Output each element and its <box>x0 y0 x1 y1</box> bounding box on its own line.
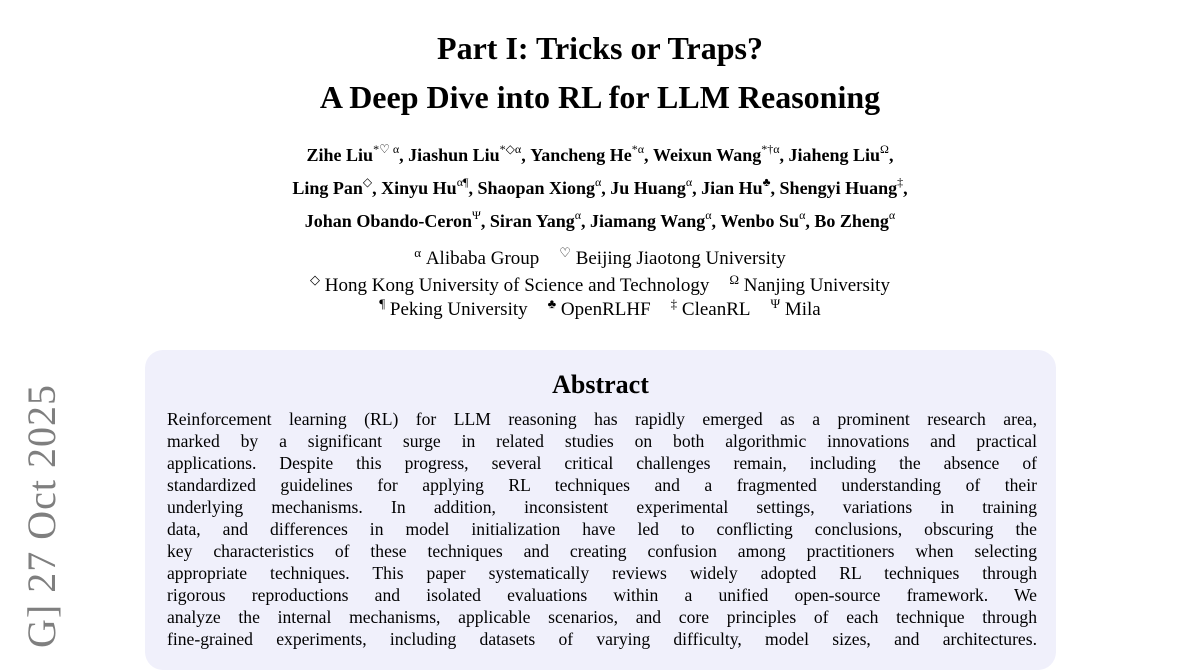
arxiv-stamp: G] 27 Oct 2025 <box>19 384 64 648</box>
author-affiliation-marker: α <box>799 208 806 222</box>
author-affiliation-marker: Ω <box>880 142 889 156</box>
affiliation-line-1 <box>0 245 1200 270</box>
abstract-line: key characteristics of these techniques and creating confusion among practitioners when selecting <box>167 541 1037 561</box>
affiliation-symbol: ¶ <box>379 296 386 311</box>
author-separator: , <box>903 178 908 198</box>
abstract-line: Reinforcement learning (RL) for LLM reasoning has rapidly emerged as a prominent research area, <box>167 409 1037 429</box>
paper-title-line-1: Part I: Tricks or Traps? <box>437 30 763 66</box>
author-name: Jiamang Wang <box>590 211 706 231</box>
abstract-text <box>167 408 1037 650</box>
author-name: Wenbo Su <box>720 211 800 231</box>
author-affiliation-marker: *α <box>631 142 644 156</box>
affiliation-symbol: α <box>414 245 422 260</box>
author-separator: , <box>779 145 789 165</box>
affiliation-name: OpenRLHF <box>556 299 651 320</box>
author-line-1 <box>0 142 1200 166</box>
affiliation-name: Hong Kong University of Science and Technology <box>320 275 710 296</box>
affiliation-symbol: Ω <box>729 272 740 287</box>
abstract-line: data, and differences in model initialization have led to conflicting conclusions, obscuring the <box>167 519 1037 539</box>
author-name: Weixun Wang <box>653 145 762 165</box>
author-name: Bo Zheng <box>814 211 889 231</box>
abstract-line: fine-grained experiments, including datasets of varying difficulty, model sizes, and architectures. <box>167 629 1037 649</box>
author-affiliation-marker: *◇α <box>499 142 522 156</box>
author-name: Jiashun Liu <box>408 145 500 165</box>
author-affiliation-marker: α <box>595 175 602 189</box>
affiliation-line-2 <box>0 272 1200 297</box>
author-name: Xinyu Hu <box>381 178 457 198</box>
affiliation-symbol: ♣ <box>547 296 557 311</box>
abstract-line: analyze the internal mechanisms, applicable scenarios, and core principles of each technique through <box>167 607 1037 627</box>
author-separator: , <box>888 145 894 165</box>
abstract-line: rigorous reproductions and isolated evaluations within a unified open-source framework. We <box>167 585 1037 605</box>
abstract-line: appropriate techniques. This paper systematically reviews widely adopted RL techniques through <box>167 563 1037 583</box>
author-separator: , <box>692 178 702 198</box>
affiliation-symbol: ◇ <box>310 272 321 287</box>
author-affiliation-marker: α¶ <box>456 175 469 189</box>
author-affiliation-marker: ◇ <box>362 175 373 189</box>
author-affiliation-marker: ‡ <box>897 175 904 189</box>
author-separator: , <box>711 211 721 231</box>
author-separator: , <box>601 178 611 198</box>
author-name: Shengyi Huang <box>779 178 898 198</box>
author-line-3 <box>0 208 1200 232</box>
author-separator: , <box>644 145 653 165</box>
author-affiliation-marker: *♡ α <box>373 142 400 156</box>
author-affiliation-marker: α <box>705 208 712 222</box>
paper-title-line-2: A Deep Dive into RL for LLM Reasoning <box>319 79 881 115</box>
author-name: Yancheng He <box>530 145 632 165</box>
author-separator: , <box>521 145 531 165</box>
author-line-2 <box>0 175 1200 199</box>
author-name: Ju Huang <box>610 178 686 198</box>
affiliation-name: Beijing Jiaotong University <box>570 248 786 269</box>
abstract-heading: Abstract <box>552 370 649 399</box>
author-name: Jiaheng Liu <box>788 145 881 165</box>
author-affiliation-marker: ♣ <box>762 175 771 189</box>
abstract-line: underlying mechanisms. In addition, inconsistent experimental settings, variations in training <box>167 497 1037 517</box>
affiliation-symbol: Ψ <box>770 296 781 311</box>
author-name: Shaopan Xiong <box>477 178 595 198</box>
author-name: Johan Obando-Ceron <box>304 211 473 231</box>
author-name: Ling Pan <box>292 178 363 198</box>
affiliation-name: CleanRL <box>677 299 751 320</box>
author-affiliation-marker: α <box>574 208 582 222</box>
abstract-line: applications. Despite this progress, several critical challenges remain, including the absence of <box>167 453 1037 473</box>
author-separator: , <box>399 145 409 165</box>
author-affiliation-marker: *†α <box>761 142 780 156</box>
affiliation-line-3 <box>0 296 1200 321</box>
affiliation-name: Nanjing University <box>739 275 890 296</box>
author-name: Jian Hu <box>701 178 763 198</box>
author-name: Siran Yang <box>489 211 575 231</box>
affiliation-name: Alibaba Group <box>421 248 540 269</box>
affiliation-name: Peking University <box>385 299 528 320</box>
author-affiliation-marker: Ψ <box>472 208 481 222</box>
abstract-line: marked by a significant surge in related studies on both algorithmic innovations and practical <box>167 431 1037 451</box>
affiliation-symbol: ‡ <box>670 296 678 311</box>
abstract-line: standardized guidelines for applying RL techniques and a fragmented understanding of their <box>167 475 1037 495</box>
author-affiliation-marker: α <box>888 208 896 222</box>
author-separator: , <box>770 178 780 198</box>
author-separator: , <box>581 211 591 231</box>
author-separator: , <box>805 211 815 231</box>
affiliation-name: Mila <box>780 299 821 320</box>
author-separator: , <box>468 178 478 198</box>
author-affiliation-marker: α <box>685 175 693 189</box>
author-separator: , <box>480 211 490 231</box>
author-separator: , <box>372 178 382 198</box>
author-name: Zihe Liu <box>306 145 374 165</box>
affiliation-symbol: ♡ <box>559 245 571 260</box>
